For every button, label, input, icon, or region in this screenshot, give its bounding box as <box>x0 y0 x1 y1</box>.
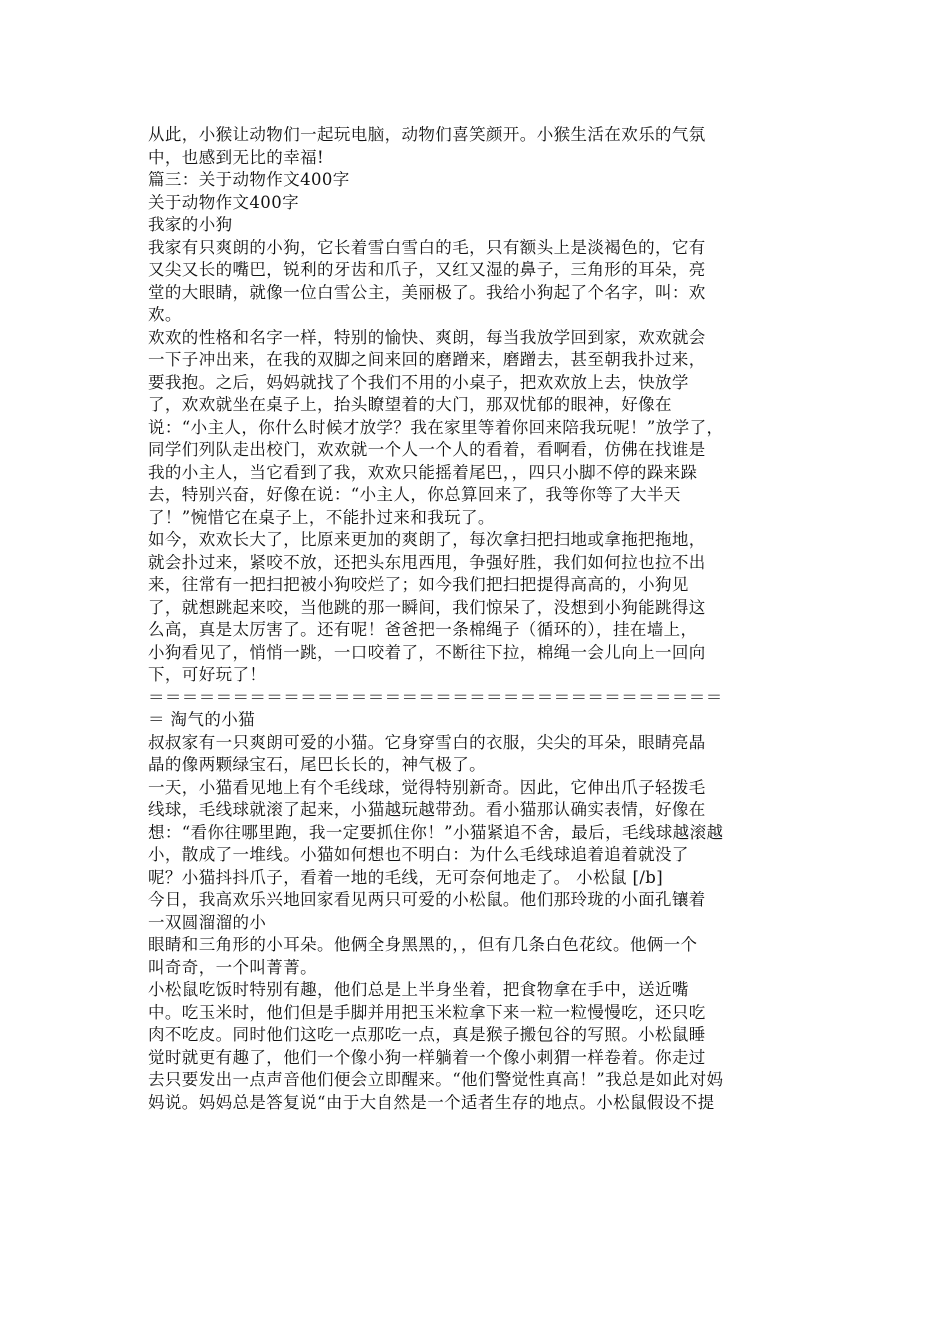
text-line: 么高，真是太厉害了。还有呢！爸爸把一条棉绳子（循环的），挂在墙上， <box>148 620 698 639</box>
text-line: 眼睛和三角形的小耳朵。他俩全身黑黑的，，但有几条白色花纹。他俩一个 <box>148 935 698 954</box>
text-line: 欢。 <box>148 305 182 324</box>
text-line: 就会扑过来，紧咬不放，还把头东甩西甩，争强好胜，我们如何拉也拉不出 <box>148 552 706 572</box>
text-line: 呢？小猫抖抖爪子，看着一地的毛线，无可奈何地走了。 小松鼠 [/b] <box>148 867 664 887</box>
text-line: 晶的像两颗绿宝石，尾巴长长的，神气极了。 <box>148 755 486 774</box>
text-line: 要我抱。之后，妈妈就找了个我们不用的小桌子，把欢欢放上去，快放学 <box>148 372 689 392</box>
text-line: 线球，毛线球就滚了起来，小猫越玩越带劲。看小猫那认确实表情，好像在 <box>148 800 706 819</box>
section-heading: 篇三：关于动物作文400字 <box>148 170 350 189</box>
text-line: 来，往常有一把扫把被小狗咬烂了；如今我们把扫把提得高高的，小狗见 <box>148 575 689 594</box>
text-line: 一双圆溜溜的小 <box>148 912 267 932</box>
essay-title: 我家的小狗 <box>148 215 233 234</box>
text-line: 如今，欢欢长大了，比原来更加的爽朗了，每次拿扫把扫地或拿拖把拖地， <box>148 530 706 549</box>
text-line: 下，可好玩了！ <box>148 665 267 684</box>
text-line: 小松鼠吃饭时特别有趣，他们总是上半身坐着，把食物拿在手中，送近嘴 <box>148 980 689 999</box>
text-line: 叫奇奇，一个叫菁菁。 <box>148 957 317 977</box>
text-line: 中，也感到无比的幸福! <box>148 147 325 167</box>
text-line: 一下子冲出来，在我的双脚之间来回的磨蹭来，磨蹭去，甚至朝我扑过来， <box>148 350 706 369</box>
text-line: 小，散成了一堆线。小猫如何想也不明白：为什么毛线球追着追着就没了 <box>148 845 689 864</box>
text-line: 一天，小猫看见地上有个毛线球，觉得特别新奇。因此，它伸出爪子轻拨毛 <box>148 777 706 797</box>
text-line: 了，欢欢就坐在桌子上，抬头瞭望着的大门，那双忧郁的眼神，好像在 <box>148 395 672 414</box>
text-line: 堂的大眼睛，就像一位白雪公主，美丽极了。我给小狗起了个名字，叫：欢 <box>148 282 706 302</box>
separator-line: ＝＝＝＝＝＝＝＝＝＝＝＝＝＝＝＝＝＝＝＝＝＝＝＝＝＝＝＝＝＝＝＝＝＝ <box>148 687 723 707</box>
essay-title: ＝ 淘气的小猫 <box>148 710 256 729</box>
text-line: 叔叔家有一只爽朗可爱的小猫。它身穿雪白的衣服，尖尖的耳朵，眼睛亮晶 <box>148 732 706 752</box>
text-line: 了，就想跳起来咬，当他跳的那一瞬间，我们惊呆了，没想到小狗能跳得这 <box>148 597 706 617</box>
text-line: 我家有只爽朗的小狗，它长着雪白雪白的毛，只有额头上是淡褐色的，它有 <box>148 237 706 257</box>
text-line: 同学们列队走出校门，欢欢就一个人一个人的看着，看啊看，仿佛在找谁是 <box>148 440 706 459</box>
article-title: 关于动物作文400字 <box>148 192 299 212</box>
text-line: 中。吃玉米时，他们但是手脚并用把玉米粒拿下来一粒一粒慢慢吃，还只吃 <box>148 1002 706 1022</box>
text-line: 欢欢的性格和名字一样，特别的愉快、爽朗，每当我放学回到家，欢欢就会 <box>148 327 706 347</box>
text-line: 小狗看见了，悄悄一跳，一口咬着了，不断往下拉，棉绳一会儿向上一回向 <box>148 642 706 662</box>
text-line: 去，特别兴奋，好像在说：“小主人，你总算回来了，我等你等了大半天 <box>148 485 681 504</box>
text-line: 从此，小猴让动物们一起玩电脑，动物们喜笑颜开。小猴生活在欢乐的气氛 <box>148 125 706 144</box>
text-line: 又尖又长的嘴巴，锐利的牙齿和爪子，又红又湿的鼻子，三角形的耳朵，亮 <box>148 260 706 279</box>
text-line: 了！”惋惜它在桌子上，不能扑过来和我玩了。 <box>148 507 495 527</box>
text-line: 说：“小主人，你什么时候才放学？我在家里等着你回来陪我玩呢！”放学了， <box>148 417 724 437</box>
document-body <box>148 124 800 1114</box>
text-line: 今日，我高欢乐兴地回家看见两只可爱的小松鼠。他们那玲珑的小面孔镶着 <box>148 890 706 909</box>
text-line: 肉不吃皮。同时他们这吃一点那吃一点，真是猴子搬包谷的写照。小松鼠睡 <box>148 1025 706 1044</box>
text-line: 觉时就更有趣了，他们一个像小狗一样躺着一个像小刺猬一样卷着。你走过 <box>148 1047 706 1067</box>
text-line: 想：“看你往哪里跑，我一定要抓住你！”小猫紧追不舍，最后，毛线球越滚越 <box>148 822 724 842</box>
text-line: 去只要发出一点声音他们便会立即醒来。“他们警觉性真高！”我总是如此对妈 <box>148 1070 724 1089</box>
text-line: 我的小主人，当它看到了我，欢欢只能摇着尾巴，，四只小脚不停的跺来跺 <box>148 462 698 482</box>
text-line: 妈说。妈妈总是答复说“由于大自然是一个适者生存的地点。小松鼠假设不提 <box>148 1092 715 1112</box>
